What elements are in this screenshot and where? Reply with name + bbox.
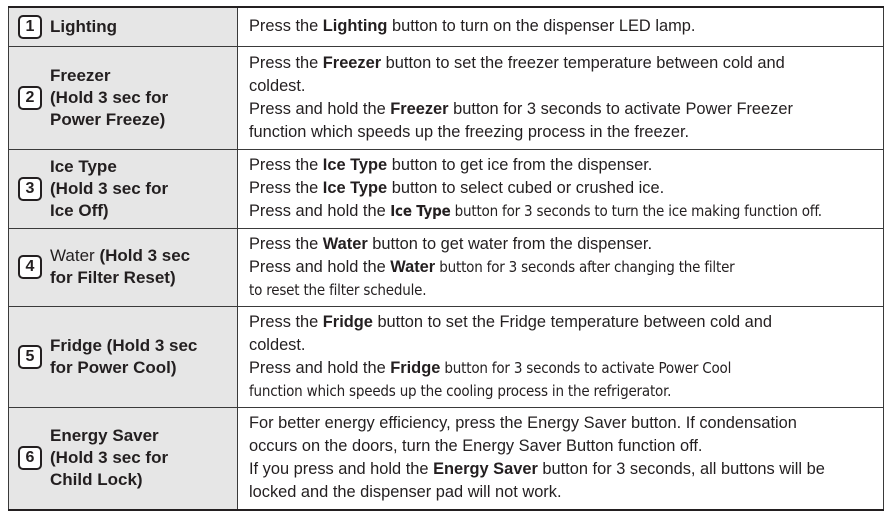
function-description-cell bbox=[238, 306, 884, 407]
description-line: coldest. bbox=[249, 335, 306, 354]
description-line: occurs on the doors, turn the Energy Saver Button function off. bbox=[249, 437, 703, 456]
description-line: function which speeds up the cooling process in the refrigerator. bbox=[249, 381, 672, 400]
description-line: For better energy efficiency, press the Energy Saver button. If condensation bbox=[249, 414, 797, 433]
button-number-badge: 1 bbox=[18, 15, 42, 39]
table-row-water bbox=[9, 228, 884, 306]
function-description-cell bbox=[238, 7, 884, 46]
button-number-badge: 4 bbox=[18, 255, 42, 279]
description-line: Press the Water button to get water from the dispenser. bbox=[249, 234, 653, 253]
description-line: Press and hold the Freezer button for 3 seconds to activate Power Freezer bbox=[249, 99, 793, 118]
description-line: Press and hold the Fridge button for 3 seconds to activate Power Cool bbox=[249, 358, 732, 377]
function-description-cell bbox=[238, 228, 884, 306]
description-line: If you press and hold the Energy Saver button for 3 seconds, all buttons will be bbox=[249, 460, 825, 479]
control-panel-functions-table bbox=[8, 6, 884, 511]
function-name-cell bbox=[9, 228, 238, 306]
description-line: Press and hold the Water button for 3 seconds after changing the filter bbox=[249, 257, 735, 276]
description-line: Press the Lighting button to turn on the dispenser LED lamp. bbox=[249, 17, 696, 36]
function-description-cell bbox=[238, 407, 884, 510]
button-number-badge: 2 bbox=[18, 86, 42, 110]
description-line: Press the Ice Type button to select cubed or crushed ice. bbox=[249, 179, 665, 197]
button-number-badge: 6 bbox=[18, 446, 42, 470]
description-line: Press the Freezer button to set the freezer temperature between cold and bbox=[249, 53, 785, 72]
description-line: coldest. bbox=[249, 76, 306, 95]
description-line: locked and the dispenser pad will not work. bbox=[249, 483, 562, 502]
description-line: function which speeds up the freezing process in the freezer. bbox=[249, 122, 690, 141]
table-row-lighting bbox=[9, 7, 884, 46]
button-number-badge: 3 bbox=[18, 177, 42, 201]
table-row-fridge bbox=[9, 306, 884, 407]
function-description-cell bbox=[238, 149, 884, 228]
table-row-freezer bbox=[9, 46, 884, 149]
description-line: Press the Fridge button to set the Fridge temperature between cold and bbox=[249, 312, 772, 331]
function-name-cell bbox=[9, 7, 238, 46]
button-number-badge: 5 bbox=[18, 345, 42, 369]
function-title: Lighting bbox=[50, 16, 118, 36]
function-name-cell bbox=[9, 149, 238, 228]
function-name-cell bbox=[9, 46, 238, 149]
description-line: Press and hold the Ice Type button for 3 seconds to turn the ice making function off. bbox=[249, 202, 822, 220]
function-title: Fridge (Hold 3 sec for Power Cool) bbox=[50, 335, 198, 377]
function-title: Water (Hold 3 sec for Filter Reset) bbox=[50, 246, 191, 287]
function-title: Ice Type (Hold 3 sec for Ice Off) bbox=[50, 156, 169, 220]
table-row-ice-type bbox=[9, 149, 884, 228]
function-name-cell bbox=[9, 407, 238, 510]
function-description-cell bbox=[238, 46, 884, 149]
function-title: Freezer (Hold 3 sec for Power Freeze) bbox=[50, 65, 169, 129]
description-line: to reset the filter schedule. bbox=[249, 280, 427, 299]
function-name-cell bbox=[9, 306, 238, 407]
function-title: Energy Saver (Hold 3 sec for Child Lock) bbox=[50, 426, 169, 490]
description-line: Press the Ice Type button to get ice from the dispenser. bbox=[249, 156, 653, 174]
table-row-energy-saver bbox=[9, 407, 884, 510]
